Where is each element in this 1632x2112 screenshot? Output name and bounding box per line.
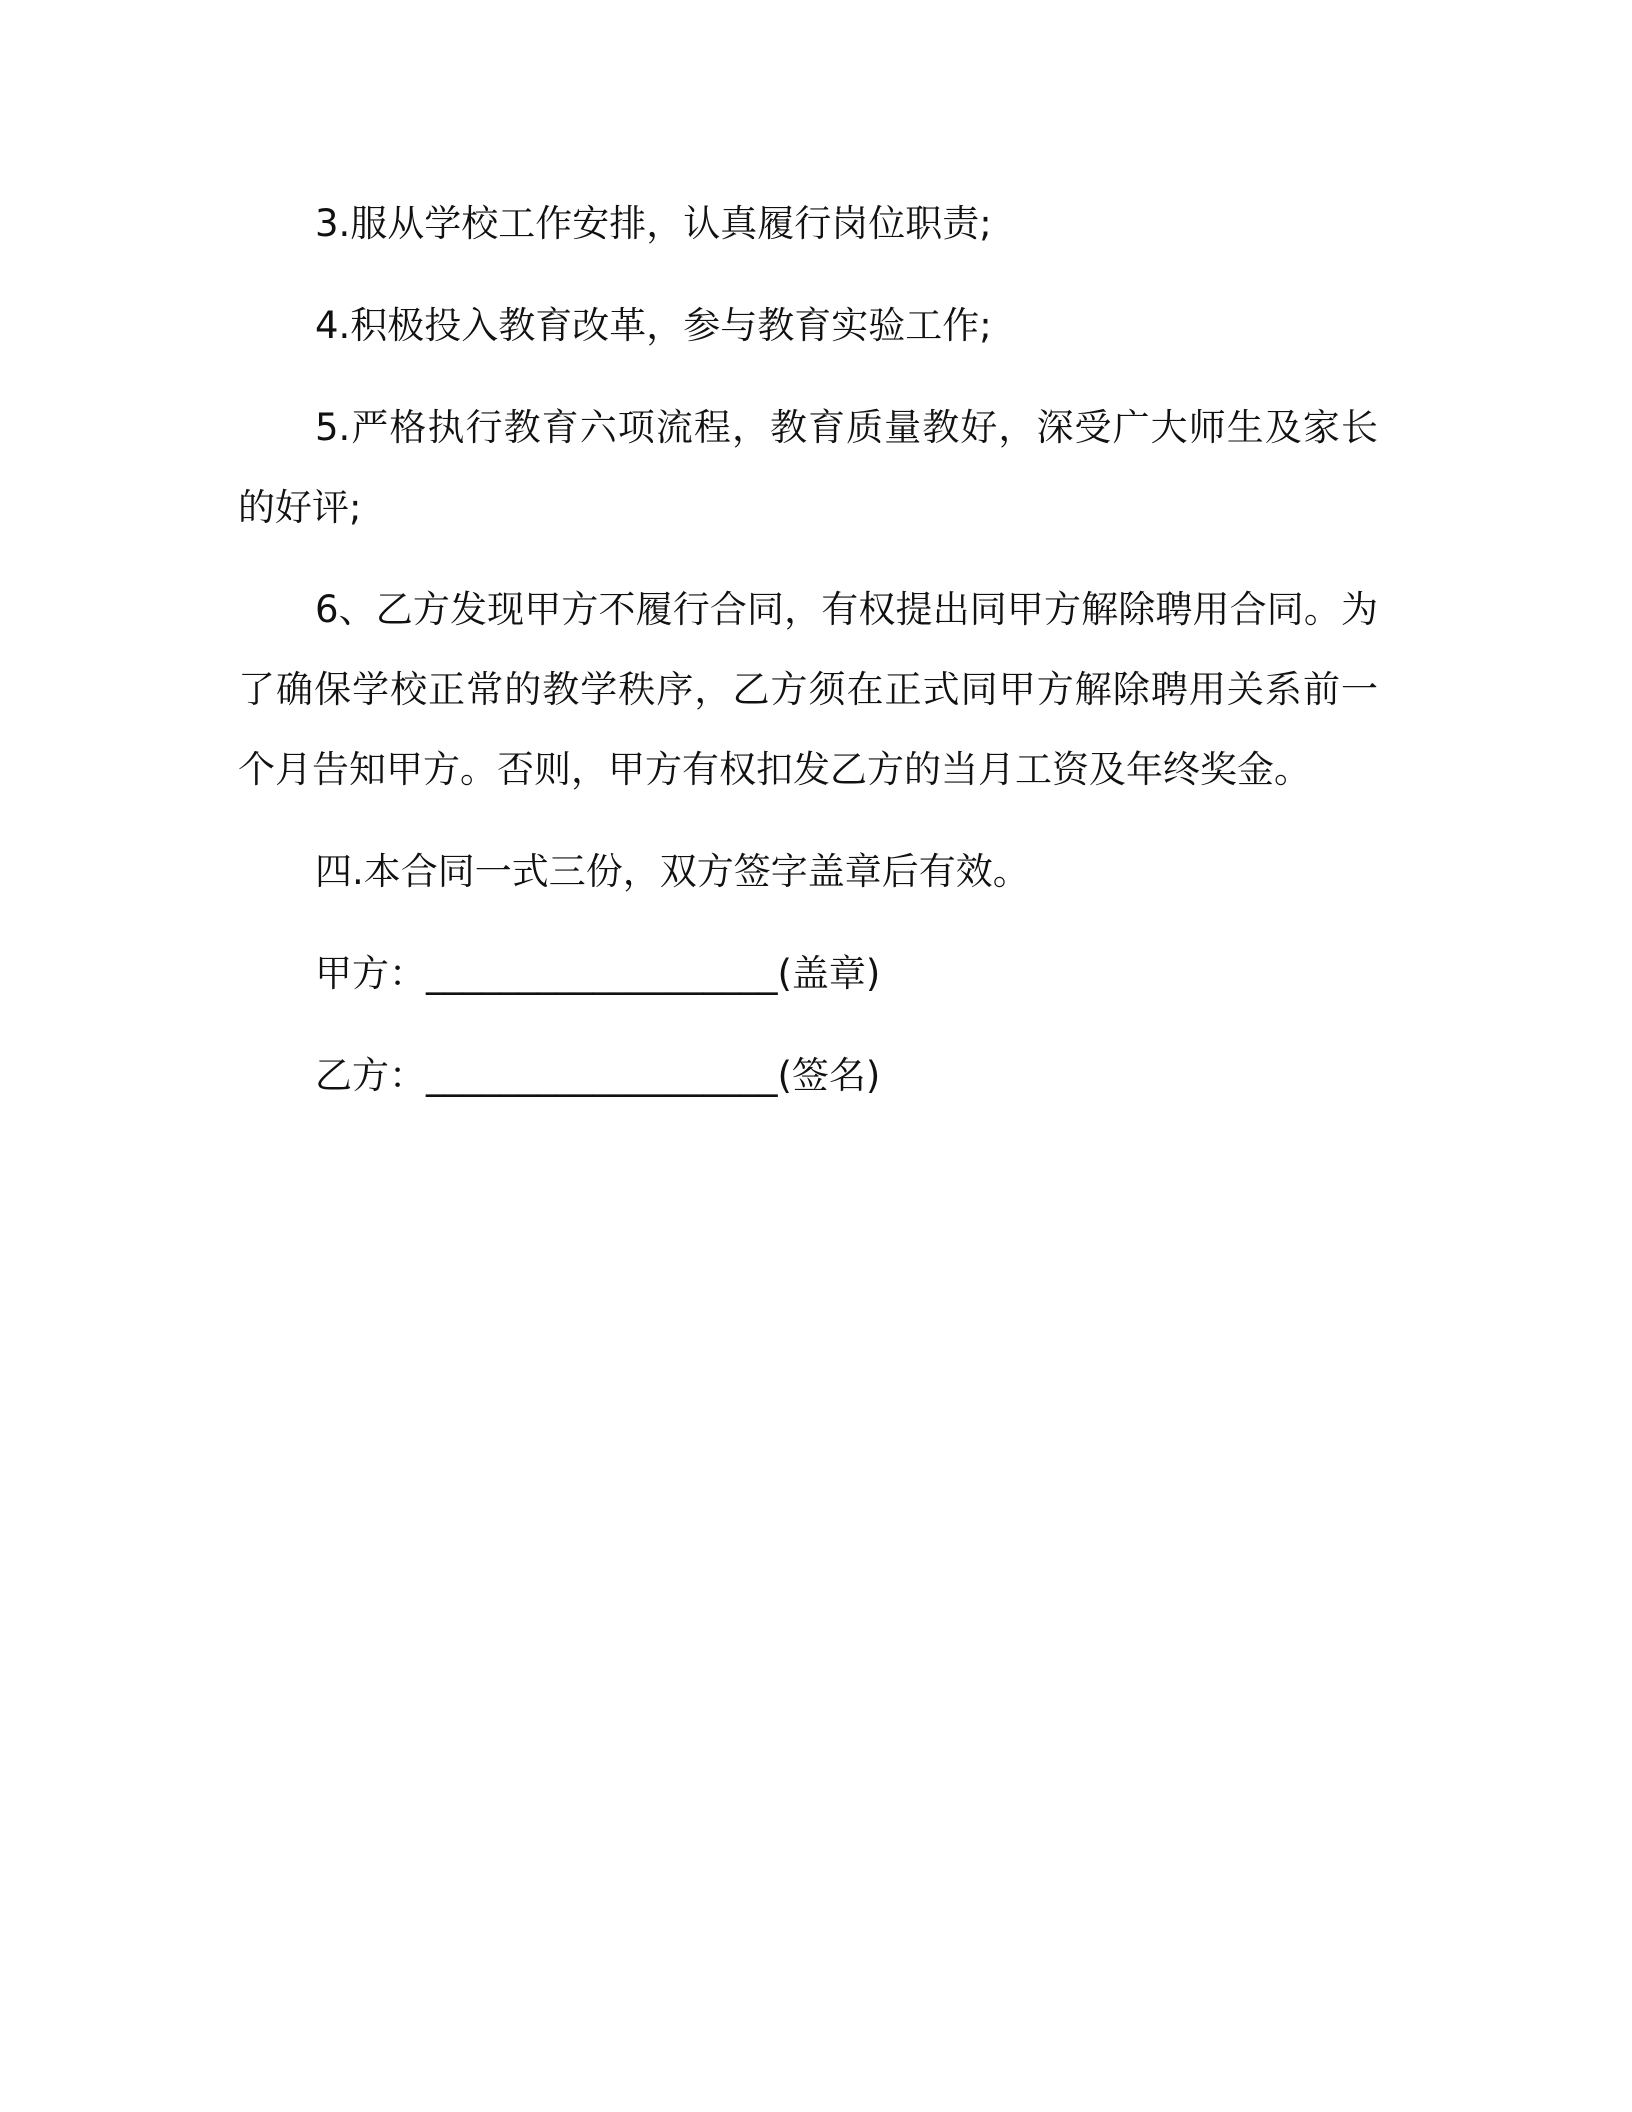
clause-5: 5.严格执行教育六项流程，教育质量教好，深受广大师生及家长的好评; [238, 406, 1378, 529]
clause-6: 6、乙方发现甲方不履行合同，有权提出同甲方解除聘用合同。为了确保学校正常的教学秩序，乙方须在正式同甲方解除聘用关系前一个月告知甲方。否则，甲方有权扣发乙方的当月工资及年终奖金。 [238, 588, 1378, 791]
document-body [238, 184, 1378, 1138]
clause-4: 4.积极投入教育改革，参与教育实验工作; [315, 304, 992, 347]
clause-four-validity: 四.本合同一式三份，双方签字盖章后有效。 [315, 850, 1030, 893]
party-a-signature-line: 甲方：___________________(盖章) [315, 952, 881, 995]
clause-3: 3.服从学校工作安排，认真履行岗位职责; [315, 202, 992, 245]
party-b-signature-line: 乙方：___________________(签名) [315, 1054, 881, 1097]
